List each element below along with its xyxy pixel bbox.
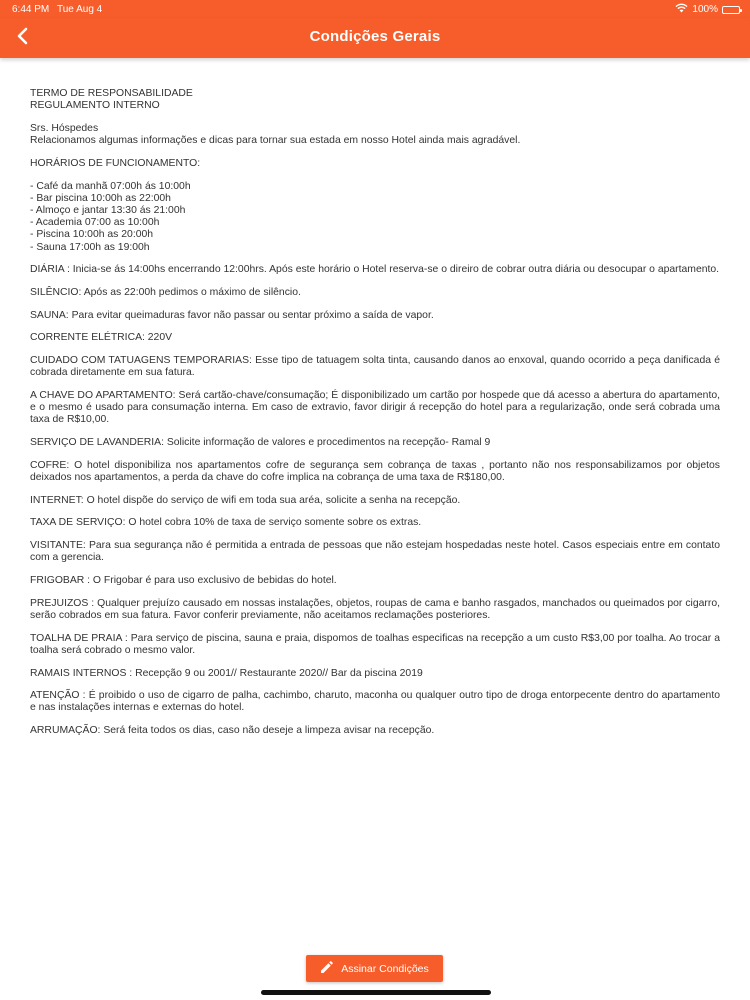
heading-line: TERMO DE RESPONSABILIDADE	[30, 88, 193, 99]
status-bar	[0, 0, 750, 18]
hours-item: - Academia 07:00 as 10:00h	[30, 217, 160, 229]
rule-paragraph: DIÁRIA : Inicia-se ás 14:00hs encerrando 12:00hrs. Após este horário o Hotel reserva-se o direiro de cobrar outra diária ou desocupar o apartamento.	[30, 264, 720, 276]
terms-content	[30, 88, 720, 748]
rule-paragraph: TAXA DE SERVIÇO: O hotel cobra 10% de taxa de serviço somente sobre os extras.	[30, 517, 422, 529]
heading-line: REGULAMENTO INTERNO	[30, 100, 160, 112]
pencil-icon	[320, 961, 333, 977]
rule-paragraph: ARRUMAÇÃO: Será feita todos os dias, caso não deseje a limpeza avisar na recepção.	[30, 725, 435, 737]
rule-paragraph: FRIGOBAR : O Frigobar é para uso exclusivo de bebidas do hotel.	[30, 574, 337, 586]
status-date: Tue Aug 4	[57, 4, 103, 15]
hours-item: - Bar piscina 10:00h as 22:00h	[30, 192, 171, 204]
hours-item: - Piscina 10:00h as 20:00h	[30, 229, 154, 241]
intro-line: Srs. Hóspedes	[30, 122, 99, 134]
rule-paragraph: COFRE: O hotel disponibiliza nos apartamentos cofre de segurança sem cobrança de taxas , portanto não nos responsabilizamos por objetos deixados nos apartamentos, a perda da chave do cofre implica na cobrança de uma taxa de R$180,00.	[30, 459, 720, 483]
sign-conditions-button[interactable]	[306, 955, 443, 982]
battery-icon	[722, 6, 740, 14]
rule-paragraph: PREJUIZOS : Qualquer prejuízo causado em nossas instalações, objetos, roupas de cama e banho rasgados, manchados ou queimados por cigarro, serão cobrados em sua fatura. Favor conferir previamente, não aceitamos reclamações posteriores.	[30, 597, 720, 621]
page-title: Condições Gerais	[309, 28, 441, 45]
hours-item: - Café da manhã 07:00h ás 10:00h	[30, 180, 191, 192]
hours-item: - Almoço e jantar 13:30 ás 21:00h	[30, 204, 186, 216]
rule-paragraph: SAUNA: Para evitar queimaduras favor não passar ou sentar próximo a saída de vapor.	[30, 309, 434, 321]
rule-paragraph: SILÊNCIO: Após as 22:00h pedimos o máximo de silêncio.	[30, 286, 301, 298]
status-time: 6:44 PM	[12, 4, 50, 15]
home-indicator[interactable]	[261, 990, 491, 995]
header-bar	[0, 18, 750, 58]
hours-item: - Sauna 17:00h as 19:00h	[30, 241, 150, 253]
hours-title: HORÁRIOS DE FUNCIONAMENTO:	[30, 157, 201, 169]
status-right	[675, 3, 740, 16]
rule-paragraph: INTERNET: O hotel dispõe do serviço de wifi em toda sua aréa, solicite a senha na recepção.	[30, 494, 461, 506]
rule-paragraph: TOALHA DE PRAIA : Para serviço de piscina, sauna e praia, dispomos de toalhas especificas na recepção a um custo R$3,00 por toalha. Ao trocar a toalha será cobrado o mesmo valor.	[30, 632, 720, 656]
battery-percentage: 100%	[692, 4, 718, 15]
rule-paragraph: RAMAIS INTERNOS : Recepção 9 ou 2001// Restaurante 2020// Bar da piscina 2019	[30, 667, 423, 679]
rule-paragraph: SERVIÇO DE LAVANDERIA: Solicite informação de valores e procedimentos na recepção- Ramal 9	[30, 437, 491, 449]
sign-conditions-label: Assinar Condições	[341, 962, 429, 975]
rule-paragraph: VISITANTE: Para sua segurança não é permitida a entrada de pessoas que não estejam hospedadas neste hotel. Casos especiais entre em contato com a gerencia.	[30, 540, 720, 564]
rule-paragraph: CUIDADO COM TATUAGENS TEMPORARIAS: Esse tipo de tatuagem solta tinta, causando danos ao enxoval, quando ocorrido a peça danificada é cobrada diretamente em sua fatura.	[30, 355, 720, 379]
wifi-icon	[675, 3, 688, 16]
rule-paragraph: CORRENTE ELÉTRICA: 220V	[30, 332, 173, 344]
rule-paragraph: A CHAVE DO APARTAMENTO: Será cartão-chave/consumação; É disponibilizado um cartão por hospede que dá acesso a abertura do apartamento, e o mesmo é usado para consumação interna. Em caso de extravio, favor dirigir á recepção do hotel para a regularização, onde será cobrada uma taxa de R$10,00.	[30, 389, 720, 426]
intro-line: Relacionamos algumas informações e dicas para tornar sua estada em nosso Hotel ainda mais agradável.	[30, 135, 521, 147]
rule-paragraph: ATENÇÃO : É proibido o uso de cigarro de palha, cachimbo, charuto, maconha ou qualquer outro tipo de droga entorpecente dentro do apartamento e nas instalações internas e externas do hotel.	[30, 690, 720, 714]
